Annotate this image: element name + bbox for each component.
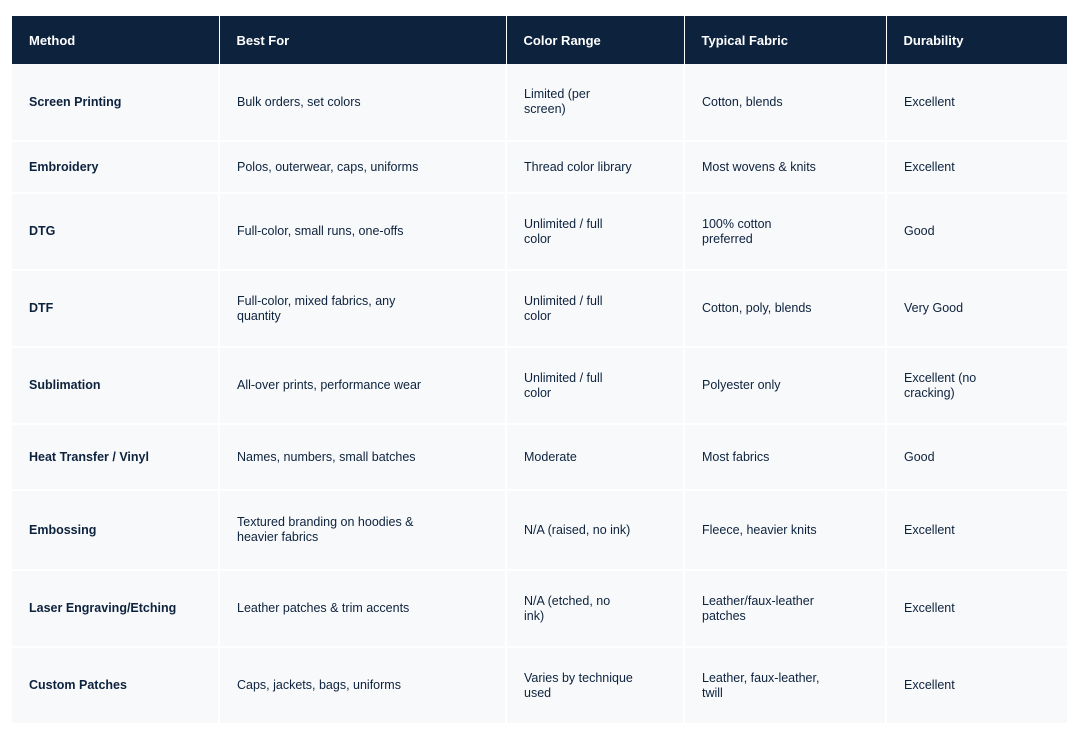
table-header bbox=[12, 16, 1067, 64]
table-row bbox=[12, 424, 1067, 490]
cell-best-for: Full-color, small runs, one-offs bbox=[219, 193, 506, 270]
cell-durability: Excellent (no cracking) bbox=[886, 347, 1067, 424]
comparison-table-container bbox=[12, 16, 1067, 725]
cell-best-for: All-over prints, performance wear bbox=[219, 347, 506, 424]
cell-best-for: Leather patches & trim accents bbox=[219, 570, 506, 647]
header-durability: Durability bbox=[886, 16, 1067, 64]
cell-method: Laser Engraving/Etching bbox=[12, 570, 219, 647]
header-typical-fabric: Typical Fabric bbox=[684, 16, 886, 64]
cell-typical-fabric: Most fabrics bbox=[684, 424, 886, 490]
cell-color-range: Unlimited / full color bbox=[506, 193, 684, 270]
cell-color-range: Limited (per screen) bbox=[506, 64, 684, 141]
table-row bbox=[12, 347, 1067, 424]
table-row bbox=[12, 647, 1067, 724]
cell-typical-fabric: Leather, faux-leather, twill bbox=[684, 647, 886, 724]
table-row bbox=[12, 193, 1067, 270]
cell-color-range: Unlimited / full color bbox=[506, 270, 684, 347]
table-row bbox=[12, 490, 1067, 570]
cell-method: DTF bbox=[12, 270, 219, 347]
cell-durability: Good bbox=[886, 424, 1067, 490]
cell-method: Embroidery bbox=[12, 141, 219, 193]
cell-method: Embossing bbox=[12, 490, 219, 570]
cell-typical-fabric: Polyester only bbox=[684, 347, 886, 424]
table-row bbox=[12, 270, 1067, 347]
table-row bbox=[12, 570, 1067, 647]
cell-color-range: Varies by technique used bbox=[506, 647, 684, 724]
table-body bbox=[12, 64, 1067, 724]
cell-durability: Excellent bbox=[886, 570, 1067, 647]
cell-best-for: Caps, jackets, bags, uniforms bbox=[219, 647, 506, 724]
cell-best-for: Textured branding on hoodies & heavier fabrics bbox=[219, 490, 506, 570]
cell-method: Screen Printing bbox=[12, 64, 219, 141]
cell-color-range: Thread color library bbox=[506, 141, 684, 193]
cell-method: Custom Patches bbox=[12, 647, 219, 724]
cell-best-for: Full-color, mixed fabrics, any quantity bbox=[219, 270, 506, 347]
cell-durability: Good bbox=[886, 193, 1067, 270]
cell-method: Heat Transfer / Vinyl bbox=[12, 424, 219, 490]
cell-typical-fabric: Fleece, heavier knits bbox=[684, 490, 886, 570]
cell-durability: Excellent bbox=[886, 490, 1067, 570]
cell-durability: Excellent bbox=[886, 64, 1067, 141]
cell-color-range: N/A (raised, no ink) bbox=[506, 490, 684, 570]
print-method-comparison-table bbox=[12, 16, 1067, 725]
cell-best-for: Names, numbers, small batches bbox=[219, 424, 506, 490]
cell-durability: Very Good bbox=[886, 270, 1067, 347]
cell-typical-fabric: Most wovens & knits bbox=[684, 141, 886, 193]
cell-durability: Excellent bbox=[886, 647, 1067, 724]
header-best-for: Best For bbox=[219, 16, 506, 64]
cell-typical-fabric: Cotton, poly, blends bbox=[684, 270, 886, 347]
cell-color-range: Moderate bbox=[506, 424, 684, 490]
cell-method: DTG bbox=[12, 193, 219, 270]
table-row bbox=[12, 141, 1067, 193]
table-row bbox=[12, 64, 1067, 141]
header-method: Method bbox=[12, 16, 219, 64]
header-color-range: Color Range bbox=[506, 16, 684, 64]
cell-color-range: N/A (etched, no ink) bbox=[506, 570, 684, 647]
cell-best-for: Polos, outerwear, caps, uniforms bbox=[219, 141, 506, 193]
cell-durability: Excellent bbox=[886, 141, 1067, 193]
cell-typical-fabric: Cotton, blends bbox=[684, 64, 886, 141]
cell-typical-fabric: 100% cotton preferred bbox=[684, 193, 886, 270]
cell-method: Sublimation bbox=[12, 347, 219, 424]
header-row bbox=[12, 16, 1067, 64]
cell-color-range: Unlimited / full color bbox=[506, 347, 684, 424]
cell-typical-fabric: Leather/faux-leather patches bbox=[684, 570, 886, 647]
cell-best-for: Bulk orders, set colors bbox=[219, 64, 506, 141]
